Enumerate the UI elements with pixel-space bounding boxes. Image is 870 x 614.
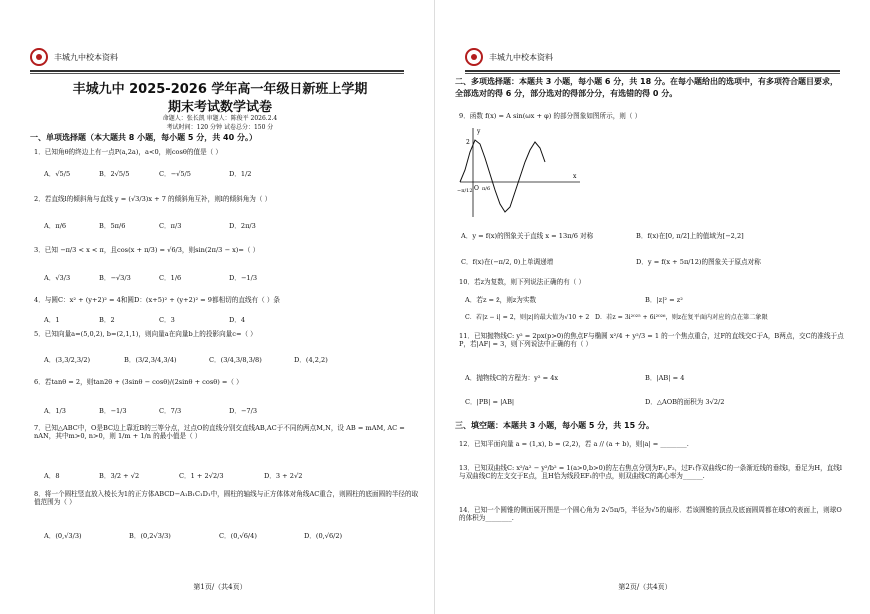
question-6-options bbox=[44, 405, 284, 415]
graph-label-pi-6: π/6 bbox=[482, 186, 491, 192]
option-a: A．若z = z̄，则z为实数 bbox=[465, 296, 537, 304]
sine-graph bbox=[455, 122, 585, 222]
question-9: 9．函数 f(x) = A sin(ωx + φ) 的部分图象如图所示，则（ ） bbox=[459, 112, 642, 120]
exam-title-line1: 丰城九中 2025-2026 学年高一年级日新班上学期 bbox=[72, 82, 368, 97]
section-heading-3: 三、填空题：本题共 3 小题，每小题 5 分，共 15 分。 bbox=[455, 421, 654, 430]
question-7-options bbox=[44, 470, 319, 480]
question-4: 4．与圆C：x² + (y+2)² = 4和圆D：(x+5)² + (y+2)² = 9都相切的直线有（ ）条 bbox=[34, 296, 281, 304]
option-b: B．2 bbox=[99, 316, 115, 324]
option-b: B．(3/2,3/4,3/4) bbox=[124, 356, 177, 364]
header-divider-thin bbox=[30, 73, 404, 74]
option-a: A．(0,√3/3) bbox=[44, 532, 82, 540]
question-11-options-row2 bbox=[465, 396, 805, 406]
option-d: D．3 + 2√2 bbox=[264, 472, 303, 480]
exam-time-score: 考试时间：120 分钟 试卷总分：150 分 bbox=[166, 124, 274, 131]
question-5: 5．已知向量a=(5,0,2), b=(2,1,1)，则向量a在向量b上的投影向量c=（ ） bbox=[34, 330, 257, 338]
option-b: B．3/2 + √2 bbox=[99, 472, 140, 480]
option-b: B．|z|² = z² bbox=[645, 296, 683, 304]
question-9-options-row1 bbox=[461, 230, 836, 240]
option-d: D．y = f(x + 5π/12)的图象关于原点对称 bbox=[636, 258, 761, 266]
option-d: D．−1/3 bbox=[229, 274, 258, 282]
question-8: 8．将一个圆柱竖直放入棱长为1的正方体ABCD−A₁B₁C₁D₁中，圆柱的轴线与正方体体对角线AC重合，则圆柱的底面圆的半径的取值范围为（ ） bbox=[34, 490, 419, 506]
question-13: 13．已知双曲线C: x²/a² − y²/b² = 1(a>0,b>0)的左右焦点分别为F₁,F₂，过F₁作双曲线C的一条渐近线的垂线l，垂足为H，直线l与双曲线C的左支交于E点，且H恰为线段EF₁的中点，则双曲线C的离心率为______. bbox=[459, 464, 842, 480]
option-c: C．3 bbox=[159, 316, 175, 324]
question-2: 2．若直线l的倾斜角与直线 y = (√3/3)x + 7 的倾斜角互补，则l的倾斜角为（ ） bbox=[34, 195, 272, 203]
question-9-options-row2 bbox=[461, 256, 836, 266]
option-a: A．√3/3 bbox=[44, 274, 71, 282]
option-a: A．π/6 bbox=[44, 222, 67, 230]
option-a: A．1/3 bbox=[44, 407, 66, 415]
option-d: D．△AOB的面积为 3√2/2 bbox=[645, 398, 725, 406]
graph-label-neg-pi-12: −π/12 bbox=[457, 188, 473, 194]
question-3-options bbox=[44, 272, 284, 282]
option-b: B．(0,2√3/3) bbox=[129, 532, 171, 540]
option-c: C．若|z − i| = 2，则|z|的最大值为√10 + 2 bbox=[465, 314, 590, 321]
question-8-options bbox=[44, 530, 359, 540]
question-11-options-row1 bbox=[465, 372, 805, 382]
option-c: C．(0,√6/4) bbox=[219, 532, 257, 540]
option-c: C．−√5/5 bbox=[159, 170, 191, 178]
option-d: D．2π/3 bbox=[229, 222, 256, 230]
option-c: C．1/6 bbox=[159, 274, 182, 282]
option-a: A．抛物线C的方程为：y² = 4x bbox=[465, 374, 559, 382]
graph-label-y: y bbox=[477, 128, 481, 135]
section-heading-2: 二、多项选择题：本题共 3 小题，每小题 6 分，共 18 分。在每小题给出的选项中，有多项符合题目要求，全部选对的得 6 分，部分选对的得部分分，有选错的得 0 分。 bbox=[455, 77, 838, 98]
school-logo-icon bbox=[30, 48, 48, 66]
option-d: D．若z = 3i²⁰²⁵ + 6i²⁰²⁶，则z在复平面内对应的点在第二象限 bbox=[595, 314, 768, 321]
option-b: B．−1/3 bbox=[99, 407, 127, 415]
school-material-label: 丰城九中校本资料 bbox=[489, 52, 553, 62]
option-c: C．7/3 bbox=[159, 407, 182, 415]
page-header-left bbox=[30, 46, 118, 68]
option-b: B．5π/6 bbox=[99, 222, 126, 230]
right-page bbox=[435, 0, 870, 614]
option-d: D．1/2 bbox=[229, 170, 252, 178]
header-divider bbox=[30, 70, 404, 72]
option-d: D．4 bbox=[229, 316, 246, 324]
option-b: B．−√3/3 bbox=[99, 274, 131, 282]
option-b: B．f(x)在[0, π/2]上的值域为[−2,2] bbox=[636, 232, 744, 240]
question-14: 14．已知一个圆锥的侧面展开图是一个圆心角为 2√5π/5，半径为√5的扇形．若该圆锥的顶点及底面圆周都在球O的表面上，则球O的体积为________. bbox=[459, 506, 842, 522]
option-c: C．|PB| = |AB| bbox=[465, 398, 515, 406]
question-4-options bbox=[44, 314, 284, 324]
option-d: D．(4,2,2) bbox=[294, 356, 328, 364]
header-divider bbox=[465, 70, 840, 72]
page-number-right: 第2页/（共4页） bbox=[618, 583, 672, 591]
option-c: C．f(x)在(−π/2, 0)上单调递增 bbox=[461, 258, 554, 266]
exam-authors: 命题人：张长凯 审题人：陈俊平 2026.2.4 bbox=[162, 115, 278, 122]
question-7: 7．已知△ABC中，O是BC边上靠近B的三等分点，过点O的直线分别交直线AB,AC于不同的两点M,N，设 AB = mAM, AC = nAN，其中m>0, n>0，则 1/m + 1/n 的最小值是（ ） bbox=[34, 424, 405, 440]
option-b: B．2√5/5 bbox=[99, 170, 130, 178]
option-a: A．(3,3/2,3/2) bbox=[44, 356, 91, 364]
section-heading-1: 一、单项选择题（本大题共 8 小题，每小题 5 分，共 40 分。） bbox=[30, 133, 257, 142]
option-a: A．1 bbox=[44, 316, 60, 324]
option-c: C．1 + 2√2/3 bbox=[179, 472, 224, 480]
exam-title-line2: 期末考试数学试卷 bbox=[167, 100, 272, 115]
page-header-right bbox=[465, 46, 553, 68]
option-c: C．π/3 bbox=[159, 222, 182, 230]
option-a: A．√5/5 bbox=[44, 170, 71, 178]
question-6: 6．若tanθ = 2，则tan2θ + (3sinθ − cosθ)/(2sinθ + cosθ) =（ ） bbox=[34, 378, 243, 386]
question-5-options bbox=[44, 354, 349, 364]
graph-label-2: 2 bbox=[466, 139, 470, 146]
question-1-options bbox=[44, 168, 284, 178]
option-d: D．(0,√6/2) bbox=[304, 532, 343, 540]
question-11: 11．已知抛物线C: y² = 2px(p>0)的焦点F与椭圆 x²/4 + y²/3 = 1 的一个焦点重合，过F的直线交C于A，B两点，交C的准线于点P，若|AF| = 3，则下列说法中正确的有（ ） bbox=[459, 332, 844, 348]
question-3: 3．已知 −π/3 < x < π，且cos(x + π/3) = √6/3，则sin(2π/3 − x)=（ ） bbox=[34, 246, 260, 254]
graph-label-x: x bbox=[573, 173, 577, 180]
graph-label-origin: O bbox=[474, 185, 479, 192]
option-c: C．(3/4,3/8,3/8) bbox=[209, 356, 262, 364]
page-number-left: 第1页/（共4页） bbox=[193, 583, 247, 591]
question-10-options-row2 bbox=[465, 312, 845, 321]
option-d: D．−7/3 bbox=[229, 407, 258, 415]
question-1: 1．已知角θ的终边上有一点P(a,2a)，a<0，则cosθ的值是（ ） bbox=[34, 148, 222, 156]
question-2-options bbox=[44, 220, 284, 230]
question-10-options-row1 bbox=[465, 294, 805, 304]
school-logo-icon bbox=[465, 48, 483, 66]
header-divider-thin bbox=[465, 73, 840, 74]
option-a: A．y = f(x)的图象关于直线 x = 13π/6 对称 bbox=[461, 232, 594, 240]
option-a: A．8 bbox=[44, 472, 60, 480]
school-material-label: 丰城九中校本资料 bbox=[54, 52, 118, 62]
question-10: 10．若z为复数，则下列说法正确的有（ ） bbox=[459, 278, 586, 286]
question-12: 12．已知平面向量 a = (1,x), b = (2,2)，若 a // (a + b)，则|a| = ________. bbox=[459, 440, 689, 448]
option-b: B．|AB| = 4 bbox=[645, 374, 685, 382]
